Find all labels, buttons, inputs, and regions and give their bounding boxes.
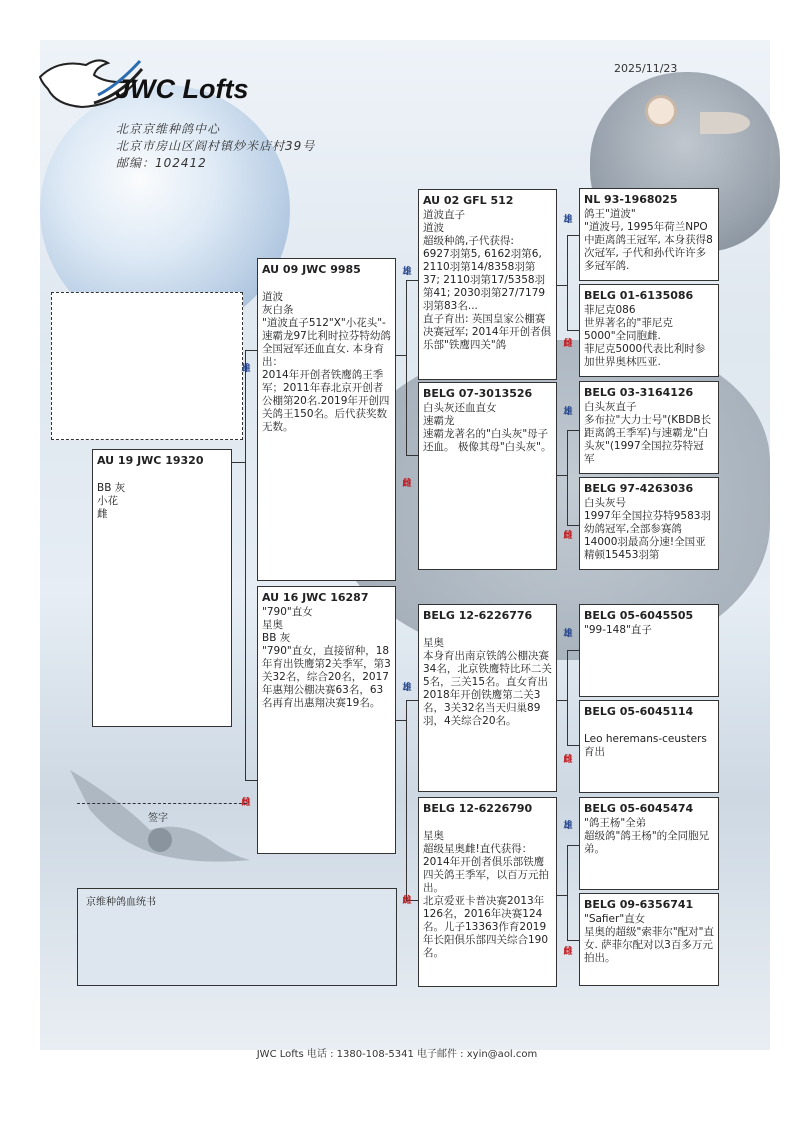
address-line-3: 邮编：102412 [116,156,207,170]
ring-number: BELG 12-6226790 [423,802,533,815]
footer-contact: JWC Lofts 电话 : 1380-108-5341 电子邮件 : xyin@aol.com [256,1049,538,1060]
card-line: 2014年开创者铁鹰鸽王季军；2011年春北京开创者公棚第20名.2019年开创四关鸽王150名。后代获奖数无数。 [262,369,390,433]
brand-name: JWC Lofts [115,74,249,104]
connector-line [245,350,246,780]
card-line: 北京爱亚卡普决赛2013年126名，2016年决赛124名。儿子13363作育2019年长阳俱乐部四关综合190名。 [423,895,549,959]
ring-number: AU 09 JWC 9985 [262,263,361,276]
dam-sire-card [418,604,557,792]
card-line: 星奥 [423,830,444,842]
photo-placeholder [51,292,243,440]
card-line: 世界著名的"菲尼克5000"全同胞雌. [584,317,673,342]
dsd-card [579,700,719,793]
sss-card [579,188,719,281]
ring-number: BELG 01-6135086 [584,289,694,302]
dds-card [579,797,719,890]
connector-line [567,940,579,941]
address-line-2: 北京市房山区阎村镇炒米店村39号 [116,139,316,153]
card-line [423,624,552,637]
card-line: 鸽王"道波" [584,208,636,220]
sdd-card [579,477,719,570]
connector-line [567,845,579,846]
card-line: 超级星奥雌!直代获得：2014年开创者俱乐部铁鹰四关鸽王季军，以百万元拍出。 [423,843,549,894]
sire-dam-card [418,382,557,570]
connector-line [567,430,579,431]
dam-card [257,586,396,854]
card-line [423,817,552,830]
card-line: "道波直子512"X"小花头"-速霸龙97比利时拉芬特幼鸽全国冠军还血直女. 本身育出： [262,317,391,368]
sire-sire-card [418,189,557,380]
male-marker: 雄 [563,407,573,417]
connector-line [567,650,579,651]
connector-line [557,475,567,476]
card-line [97,469,227,482]
card-line: 白头灰还血直女 [423,402,497,414]
card-line: "790"直女 [262,606,313,618]
connector-line [406,700,407,900]
certificate-box [77,888,397,986]
certificate-title: 京维种鸽血统书 [86,897,156,908]
female-marker: 雌 [241,798,251,808]
connector-line [567,525,579,526]
female-marker: 雌 [402,479,412,489]
connector-line [557,895,567,896]
card-line: "790"直女，直接留种，18年育出铁鹰第2关季军，第3关32名，综合20名，2017年惠翔公棚决赛63名，63名再育出惠翔决赛19名。 [262,645,391,709]
card-line: "99-148"直子 [584,624,652,636]
card-line: 道波 [262,291,283,303]
card-line: 灰白条 [262,304,294,316]
ring-number: NL 93-1968025 [584,193,678,206]
female-marker: 雌 [402,896,412,906]
card-line: 本身育出南京铁鸽公棚决赛34名，北京铁鹰特比环二关5名，三关15名。直女育出2018年开创铁鹰第二关3名，3关32名当天归巢89羽，4关综合20名。 [423,650,552,727]
ring-number: BELG 05-6045474 [584,802,694,815]
sds-card [579,381,719,474]
connector-line [567,650,568,745]
ring-number: BELG 05-6045505 [584,609,694,622]
card-line: 直子育出: 英国皇家公棚赛决赛冠军; 2014年开创者俱乐部"铁鹰四关"鸽 [423,313,552,351]
connector-line [567,430,568,525]
connector-line [557,285,567,286]
sire-card [257,258,396,581]
connector-line [396,720,406,721]
connector-line [245,780,257,781]
card-line: 星奥 [423,637,444,649]
ring-number: AU 16 JWC 16287 [262,591,369,604]
card-line: 白头灰直子 [584,401,637,413]
ring-number: BELG 05-6045114 [584,705,694,718]
card-line: 多布拉"大力士号"(KBDB长距离鸽王季军)与速霸龙"白头灰"(1997全国拉芬特冠军 [584,414,712,465]
connector-line [567,330,579,331]
signature-line [77,803,247,804]
card-line: 6927羽第5, 6162羽第6, 2110羽第14/8358羽第37; 2110羽第17/5358羽第41; 2030羽第27/7179羽第83名... [423,248,546,312]
connector-line [567,845,568,940]
card-line: 菲尼克086 [584,304,636,316]
connector-line [396,355,406,356]
connector-line [406,455,418,456]
card-line: "Safier"直女 [584,913,646,925]
connector-line [567,235,579,236]
male-marker: 雄 [241,364,251,374]
card-line: 小花 [97,495,118,507]
card-line: 速霸龙著名的"白头灰"母子还血。 极像其母"白头灰"。 [423,428,552,453]
card-line: 道波直子 [423,209,465,221]
dam-dam-card [418,797,557,987]
card-line: Leo heremans-ceusters 育出 [584,733,707,758]
male-marker: 雄 [402,683,412,693]
pigeon-eye-graphic [645,95,677,127]
card-line: 雌 [97,508,108,520]
ring-number: BELG 97-4263036 [584,482,694,495]
ring-number: BELG 03-3164126 [584,386,694,399]
male-marker: 雄 [563,629,573,639]
date-label: 2025/11/23 [614,62,678,75]
male-marker: 雄 [563,215,573,225]
card-line: 星奥的超级"索菲尔"配对"直女. 萨菲尔配对以3百多万元拍出。 [584,926,714,964]
connector-line [567,745,579,746]
card-line: 超级鸽"鸽王杨"的全同胞兄弟。 [584,830,710,855]
female-marker: 雌 [563,339,573,349]
ring-number: BELG 12-6226776 [423,609,533,622]
male-marker: 雄 [402,267,412,277]
ring-number: AU 02 GFL 512 [423,194,514,207]
connector-line [231,462,245,463]
female-marker: 雌 [563,531,573,541]
female-marker: 雌 [563,755,573,765]
card-line: "道波号, 1995年荷兰NPO中距离鸽王冠军, 本身获得8次冠军, 子代和孙代许许多多冠军鸽. [584,221,713,272]
address-line-1: 北京京维种鸽中心 [116,122,221,136]
card-line [584,720,714,733]
card-line: "鸽王杨"全弟 [584,817,647,829]
connector-line [406,280,407,455]
connector-line [245,350,257,351]
card-line [262,278,391,291]
ring-number: BELG 09-6356741 [584,898,694,911]
subject-card [92,449,232,727]
female-marker: 雌 [563,947,573,957]
card-line: 星奥 [262,619,283,631]
card-line: 道波 [423,222,444,234]
ssd-card [579,284,719,377]
signature-label: 签字 [148,813,168,824]
card-line: 1997年全国拉芬特9583羽幼鸽冠军,全部参赛鸽14000羽最高分速!全国亚精顿15453羽第 [584,510,711,561]
card-line: 白头灰号 [584,497,626,509]
pigeon-beak-graphic [700,112,750,134]
card-line: BB 灰 [262,632,291,644]
connector-line [406,700,418,701]
card-line: 菲尼克5000代表比利时参加世界奥林匹亚. [584,343,706,368]
ddd-card [579,893,719,986]
connector-line [567,235,568,330]
card-line: BB 灰 [97,482,126,494]
ring-number: AU 19 JWC 19320 [97,454,204,467]
card-line: 速霸龙 [423,415,455,427]
ring-number: BELG 07-3013526 [423,387,533,400]
dss-card [579,604,719,697]
male-marker: 雄 [563,821,573,831]
connector-line [406,280,418,281]
card-line: 超级种鸽,子代获得: [423,235,514,247]
connector-line [557,700,567,701]
